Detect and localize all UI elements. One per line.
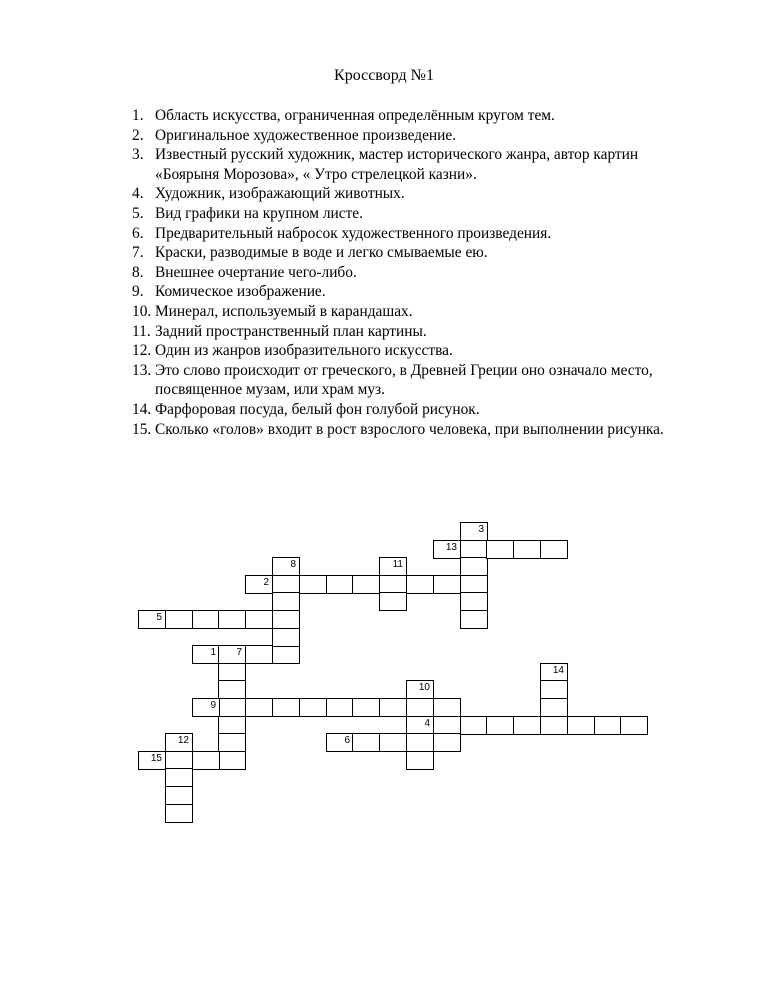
crossword-cell[interactable]: [245, 610, 273, 629]
crossword-cell-number: 8: [290, 559, 296, 570]
crossword-cell[interactable]: [165, 786, 193, 805]
clue-number: 12.: [132, 342, 152, 360]
crossword-cell[interactable]: [245, 575, 273, 594]
clue-number: 5.: [132, 204, 144, 222]
crossword-cell[interactable]: [406, 751, 434, 770]
crossword-cell[interactable]: [406, 733, 434, 752]
clue-text: Краски, разводимые в воде и легко смываемые ею.: [155, 244, 488, 262]
crossword-cell[interactable]: [245, 698, 273, 717]
page-title: Кроссворд №1: [334, 67, 434, 84]
crossword-cell-number: 2: [263, 577, 269, 588]
crossword-cell[interactable]: [326, 575, 354, 594]
clue-text: Комическое изображение.: [155, 283, 326, 301]
crossword-cell[interactable]: [433, 733, 461, 752]
crossword-cell[interactable]: [272, 628, 300, 647]
crossword-cell[interactable]: [326, 698, 354, 717]
crossword-cell[interactable]: [486, 716, 514, 735]
clue-number: 7.: [132, 244, 144, 262]
clue-text: Минерал, используемый в карандашах.: [155, 302, 413, 320]
crossword-cell-number: 13: [445, 542, 457, 553]
crossword-cell[interactable]: [272, 592, 300, 611]
crossword-cell-number: 15: [150, 753, 162, 764]
clue-text: Фарфоровая посуда, белый фон голубой рисунок.: [155, 400, 480, 418]
clue-number: 14.: [132, 400, 152, 418]
crossword-cell[interactable]: [218, 698, 246, 717]
crossword-cell[interactable]: [379, 592, 407, 611]
crossword-cell[interactable]: [379, 557, 407, 576]
crossword-cell[interactable]: [218, 733, 246, 752]
clue-text: Известный русский художник, мастер исторического жанра, автор картин «Боярыня Морозова», « Утро стрелецкой казни».: [155, 146, 639, 183]
crossword-cell[interactable]: [165, 804, 193, 823]
crossword-cell[interactable]: [272, 645, 300, 664]
crossword-cell[interactable]: [352, 733, 380, 752]
crossword-cell[interactable]: [460, 610, 488, 629]
crossword-cell[interactable]: [433, 575, 461, 594]
crossword-cell[interactable]: [540, 680, 568, 699]
clue-number: 9.: [132, 283, 144, 301]
crossword-cell[interactable]: [540, 540, 568, 559]
crossword-cell[interactable]: [567, 716, 595, 735]
crossword-cell[interactable]: [352, 575, 380, 594]
crossword-cell[interactable]: [406, 680, 434, 699]
crossword-cell[interactable]: [272, 610, 300, 629]
clue-text: Это слово происходит от греческого, в Древней Греции оно означало место, посвященное музам, или храм муз.: [155, 361, 653, 399]
crossword-cell[interactable]: [460, 557, 488, 576]
crossword-cell[interactable]: [218, 751, 246, 770]
clue-number: 11.: [132, 322, 151, 340]
crossword-cell[interactable]: [218, 645, 246, 664]
clue-text: Оригинальное художественное произведение.: [155, 126, 457, 144]
crossword-cell[interactable]: [352, 698, 380, 717]
crossword-cell[interactable]: [460, 592, 488, 611]
crossword-cell-number: 14: [552, 665, 564, 676]
clue-number: 1.: [132, 107, 144, 124]
clue-number: 2.: [132, 126, 144, 144]
crossword-cell-number: 6: [344, 735, 350, 746]
clue-text: Предварительный набросок художественного произведения.: [155, 224, 552, 242]
crossword-cell[interactable]: [406, 698, 434, 717]
crossword-cell[interactable]: [433, 698, 461, 717]
crossword-cell[interactable]: [165, 768, 193, 787]
clue-number: 3.: [132, 146, 144, 164]
crossword-cell[interactable]: [513, 540, 541, 559]
crossword-cell[interactable]: [138, 751, 166, 770]
clue-text: Вид графики на крупном листе.: [155, 204, 363, 222]
crossword-cell[interactable]: [138, 610, 166, 629]
crossword-cell[interactable]: [513, 716, 541, 735]
crossword-cell[interactable]: [218, 680, 246, 699]
clue-number: 15.: [132, 420, 152, 438]
crossword-cell[interactable]: [192, 645, 220, 664]
clue-text: Внешнее очертание чего-либо.: [155, 263, 357, 281]
crossword-cell[interactable]: [245, 645, 273, 664]
crossword-cell[interactable]: [540, 716, 568, 735]
crossword-cell[interactable]: [406, 575, 434, 594]
crossword-cell[interactable]: [620, 716, 648, 735]
crossword-cell[interactable]: [460, 716, 488, 735]
crossword-cell[interactable]: [192, 610, 220, 629]
crossword-cell[interactable]: [594, 716, 622, 735]
clue-text: Сколько «голов» входит в рост взрослого человека, при выполнении рисунка.: [155, 420, 664, 438]
crossword-cell[interactable]: [165, 733, 193, 752]
crossword-cell-number: 1: [210, 647, 216, 658]
crossword-cell[interactable]: [272, 557, 300, 576]
crossword-cell[interactable]: [379, 733, 407, 752]
crossword-cell-number: 10: [418, 682, 430, 693]
crossword-cell[interactable]: [272, 698, 300, 717]
clue-number: 6.: [132, 224, 144, 242]
crossword-cell-number: 11: [392, 559, 403, 570]
crossword-cell-number: 9: [210, 700, 216, 711]
crossword-cell[interactable]: [460, 522, 488, 541]
crossword-cell[interactable]: [218, 610, 246, 629]
crossword-cell[interactable]: [326, 733, 354, 752]
crossword-cell-number: 7: [236, 647, 242, 658]
crossword-cell[interactable]: [540, 698, 568, 717]
clue-number: 13.: [132, 361, 152, 379]
crossword-cell[interactable]: [299, 575, 327, 594]
crossword-cell[interactable]: [379, 698, 407, 717]
crossword-cell-number: 3: [478, 524, 484, 535]
crossword-cell-number: 4: [424, 718, 430, 729]
clue-text: Один из жанров изобразительного искусства.: [155, 342, 453, 360]
clue-number: 10.: [132, 302, 152, 320]
crossword-cell-number: 5: [156, 612, 162, 623]
crossword-cell[interactable]: [192, 698, 220, 717]
crossword-cell-number: 12: [177, 735, 189, 746]
crossword-cell[interactable]: [299, 698, 327, 717]
clue-text: Художник, изображающий животных.: [155, 185, 405, 203]
clue-number: 4.: [132, 185, 144, 203]
clue-text: Область искусства, ограниченная определённым кругом тем.: [155, 107, 555, 124]
clue-number: 8.: [132, 263, 144, 281]
clue-text: Задний пространственный план картины.: [155, 322, 427, 340]
crossword-cell[interactable]: [192, 751, 220, 770]
crossword-cell[interactable]: [486, 540, 514, 559]
crossword-cell[interactable]: [165, 610, 193, 629]
crossword-cell[interactable]: [433, 540, 461, 559]
